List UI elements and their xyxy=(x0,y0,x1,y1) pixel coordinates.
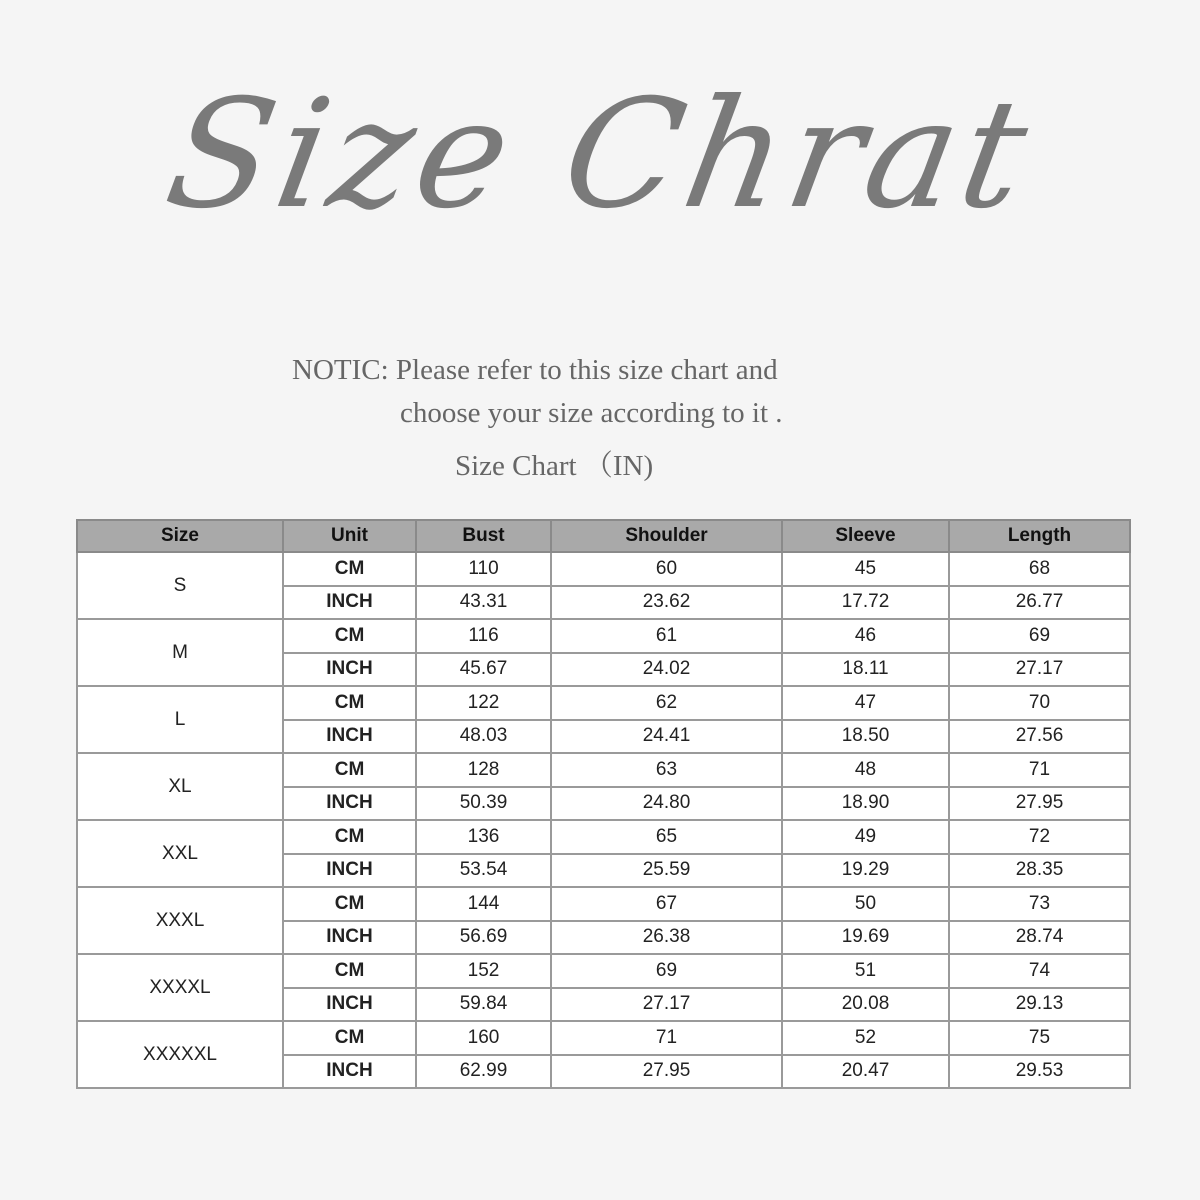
header-length: Length xyxy=(949,520,1130,552)
shoulder-inch-cell: 24.41 xyxy=(551,720,782,754)
table-row xyxy=(77,552,1130,586)
bust-cm-cell: 116 xyxy=(416,619,551,653)
table-row xyxy=(77,619,1130,653)
length-cm-cell: 68 xyxy=(949,552,1130,586)
length-inch-cell: 28.35 xyxy=(949,854,1130,888)
shoulder-cm-cell: 71 xyxy=(551,1021,782,1055)
shoulder-cm-cell: 63 xyxy=(551,753,782,787)
bust-cm-cell: 136 xyxy=(416,820,551,854)
shoulder-inch-cell: 27.17 xyxy=(551,988,782,1022)
unit-cell-cm: CM xyxy=(283,887,416,921)
bust-cm-cell: 152 xyxy=(416,954,551,988)
length-inch-cell: 26.77 xyxy=(949,586,1130,620)
unit-cell-inch: INCH xyxy=(283,720,416,754)
sleeve-inch-cell: 19.69 xyxy=(782,921,949,955)
table-row xyxy=(77,686,1130,720)
header-sleeve: Sleeve xyxy=(782,520,949,552)
bust-inch-cell: 53.54 xyxy=(416,854,551,888)
shoulder-cm-cell: 62 xyxy=(551,686,782,720)
sleeve-cm-cell: 47 xyxy=(782,686,949,720)
sleeve-cm-cell: 52 xyxy=(782,1021,949,1055)
bust-cm-cell: 110 xyxy=(416,552,551,586)
notice-line-2: choose your size according to it . xyxy=(400,397,783,429)
length-cm-cell: 72 xyxy=(949,820,1130,854)
shoulder-cm-cell: 65 xyxy=(551,820,782,854)
shoulder-inch-cell: 26.38 xyxy=(551,921,782,955)
bust-cm-cell: 128 xyxy=(416,753,551,787)
unit-cell-cm: CM xyxy=(283,753,416,787)
size-cell: XXXL xyxy=(77,887,283,954)
sleeve-cm-cell: 46 xyxy=(782,619,949,653)
unit-cell-inch: INCH xyxy=(283,787,416,821)
unit-cell-cm: CM xyxy=(283,820,416,854)
notice-line-3: Size Chart （IN) xyxy=(455,450,654,482)
unit-cell-inch: INCH xyxy=(283,586,416,620)
shoulder-inch-cell: 24.80 xyxy=(551,787,782,821)
unit-cell-cm: CM xyxy=(283,552,416,586)
sleeve-cm-cell: 49 xyxy=(782,820,949,854)
length-cm-cell: 75 xyxy=(949,1021,1130,1055)
length-inch-cell: 29.53 xyxy=(949,1055,1130,1089)
sleeve-cm-cell: 51 xyxy=(782,954,949,988)
unit-cell-cm: CM xyxy=(283,1021,416,1055)
sleeve-cm-cell: 50 xyxy=(782,887,949,921)
header-shoulder: Shoulder xyxy=(551,520,782,552)
size-cell: XXL xyxy=(77,820,283,887)
bust-inch-cell: 59.84 xyxy=(416,988,551,1022)
sleeve-inch-cell: 20.08 xyxy=(782,988,949,1022)
shoulder-cm-cell: 67 xyxy=(551,887,782,921)
bust-cm-cell: 160 xyxy=(416,1021,551,1055)
length-inch-cell: 28.74 xyxy=(949,921,1130,955)
sleeve-inch-cell: 19.29 xyxy=(782,854,949,888)
header-size: Size xyxy=(77,520,283,552)
table-row xyxy=(77,1021,1130,1055)
sleeve-inch-cell: 20.47 xyxy=(782,1055,949,1089)
header-bust: Bust xyxy=(416,520,551,552)
length-inch-cell: 27.17 xyxy=(949,653,1130,687)
table-row xyxy=(77,820,1130,854)
size-cell: XXXXXL xyxy=(77,1021,283,1088)
unit-cell-cm: CM xyxy=(283,686,416,720)
table-body xyxy=(77,552,1130,1088)
length-cm-cell: 69 xyxy=(949,619,1130,653)
shoulder-inch-cell: 23.62 xyxy=(551,586,782,620)
table-row xyxy=(77,887,1130,921)
size-cell: XXXXL xyxy=(77,954,283,1021)
shoulder-cm-cell: 60 xyxy=(551,552,782,586)
length-inch-cell: 27.95 xyxy=(949,787,1130,821)
size-cell: XL xyxy=(77,753,283,820)
bust-inch-cell: 43.31 xyxy=(416,586,551,620)
bust-inch-cell: 45.67 xyxy=(416,653,551,687)
sleeve-inch-cell: 17.72 xyxy=(782,586,949,620)
header-unit: Unit xyxy=(283,520,416,552)
unit-cell-inch: INCH xyxy=(283,921,416,955)
length-cm-cell: 73 xyxy=(949,887,1130,921)
size-table xyxy=(76,519,1131,1089)
table-row xyxy=(77,954,1130,988)
length-inch-cell: 27.56 xyxy=(949,720,1130,754)
size-cell: M xyxy=(77,619,283,686)
shoulder-cm-cell: 61 xyxy=(551,619,782,653)
sleeve-inch-cell: 18.11 xyxy=(782,653,949,687)
table-row xyxy=(77,753,1130,787)
unit-cell-cm: CM xyxy=(283,954,416,988)
unit-cell-inch: INCH xyxy=(283,653,416,687)
unit-cell-cm: CM xyxy=(283,619,416,653)
sleeve-inch-cell: 18.50 xyxy=(782,720,949,754)
length-inch-cell: 29.13 xyxy=(949,988,1130,1022)
bust-cm-cell: 122 xyxy=(416,686,551,720)
length-cm-cell: 71 xyxy=(949,753,1130,787)
bust-inch-cell: 50.39 xyxy=(416,787,551,821)
unit-cell-inch: INCH xyxy=(283,988,416,1022)
length-cm-cell: 74 xyxy=(949,954,1130,988)
sleeve-inch-cell: 18.90 xyxy=(782,787,949,821)
size-cell: L xyxy=(77,686,283,753)
shoulder-inch-cell: 25.59 xyxy=(551,854,782,888)
sleeve-cm-cell: 48 xyxy=(782,753,949,787)
unit-cell-inch: INCH xyxy=(283,854,416,888)
page-title: Size Chrat xyxy=(155,68,1045,242)
shoulder-cm-cell: 69 xyxy=(551,954,782,988)
size-cell: S xyxy=(77,552,283,619)
bust-inch-cell: 56.69 xyxy=(416,921,551,955)
bust-inch-cell: 62.99 xyxy=(416,1055,551,1089)
bust-inch-cell: 48.03 xyxy=(416,720,551,754)
sleeve-cm-cell: 45 xyxy=(782,552,949,586)
unit-cell-inch: INCH xyxy=(283,1055,416,1089)
length-cm-cell: 70 xyxy=(949,686,1130,720)
notice-line-1: NOTIC: Please refer to this size chart and xyxy=(292,354,778,386)
shoulder-inch-cell: 27.95 xyxy=(551,1055,782,1089)
bust-cm-cell: 144 xyxy=(416,887,551,921)
shoulder-inch-cell: 24.02 xyxy=(551,653,782,687)
table-header-row xyxy=(77,520,1130,552)
